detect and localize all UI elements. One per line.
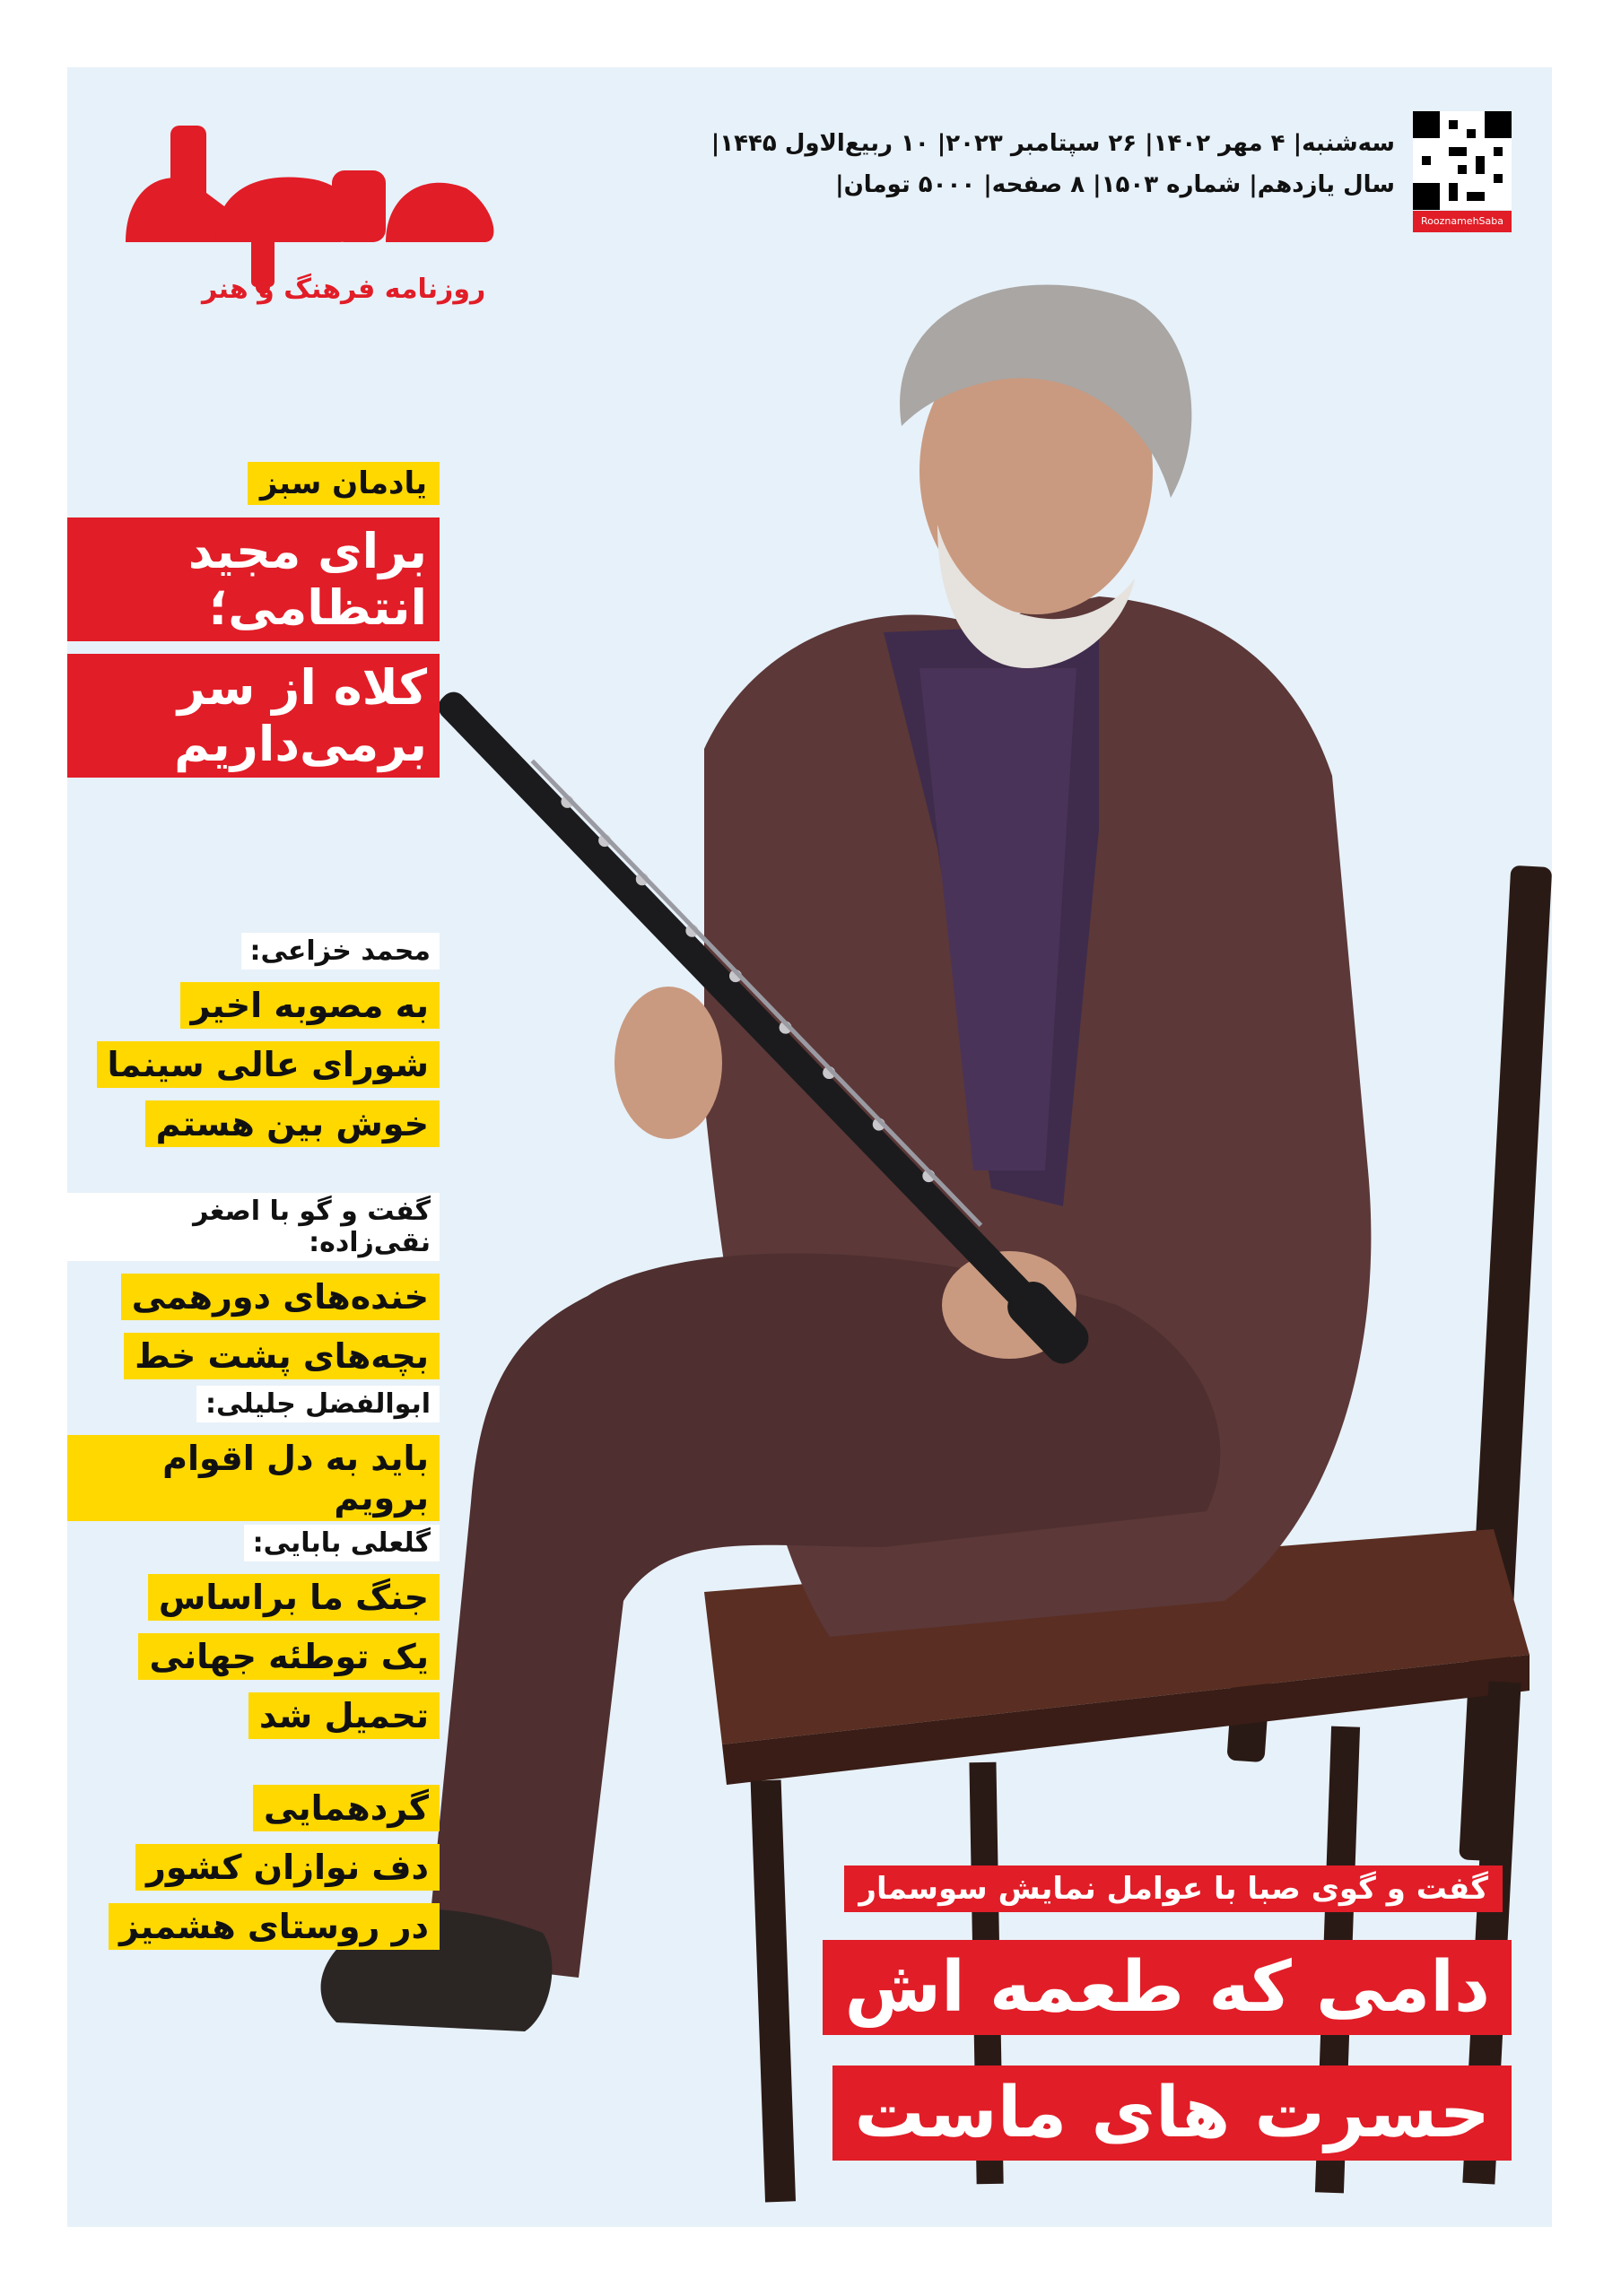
story-headline-line: خنده‌های دورهمی	[121, 1274, 440, 1320]
story-headline-line: بچه‌های پشت خط	[124, 1333, 440, 1379]
story-kicker: محمد خزاعی:	[241, 933, 440, 970]
newspaper-front-page	[67, 67, 1552, 2227]
issue-line: سال یازدهم| شماره ۱۵۰۳| ۸ صفحه| ۵۰۰۰ تومان|	[835, 171, 1395, 198]
lead-story-headline-1: برای مجید انتظامی؛	[67, 517, 440, 641]
story-jalili[interactable]	[67, 1386, 440, 1521]
saba-logo	[117, 108, 511, 296]
feature-headline-1[interactable]: دامی که طعمه اش	[823, 1940, 1512, 2035]
newspaper-subtitle: روزنامه فرهنگ و هنر	[202, 274, 486, 305]
lead-story[interactable]	[67, 462, 440, 778]
story-headline-line: گردهمایی	[253, 1785, 440, 1831]
story-naghizadeh[interactable]	[67, 1193, 440, 1379]
story-headline-line: دف نوازان کشور	[135, 1844, 440, 1891]
story-kicker: گلعلی بابایی:	[244, 1525, 440, 1561]
story-khazaei[interactable]	[97, 933, 440, 1147]
story-headline-line: شورای عالی سینما	[97, 1041, 440, 1088]
story-headline-line: جنگ ما براساس	[148, 1574, 440, 1621]
qr-label: RooznamehSaba	[1413, 211, 1512, 232]
story-kicker: گفت و گو با اصغر نقی‌زاده:	[67, 1193, 440, 1261]
feature-headline-2[interactable]: حسرت های ماست	[832, 2066, 1512, 2161]
date-line: سه‌شنبه| ۴ مهر ۱۴۰۲| ۲۶ سپتامبر ۲۰۲۳| ۱۰ ربیع‌الاول ۱۴۴۵|	[710, 130, 1395, 157]
feature-kicker[interactable]: گفت و گوی صبا با عوامل نمایش سوسمار	[844, 1866, 1503, 1912]
story-babaei[interactable]	[138, 1525, 440, 1739]
lead-story-headline-2: کلاه از سر برمی‌داریم	[67, 654, 440, 778]
story-headline-line: باید به دل اقوام برویم	[67, 1435, 440, 1521]
story-headline-line: خوش بین هستم	[145, 1100, 440, 1147]
story-daf-gathering[interactable]	[109, 1785, 440, 1950]
story-headline-line: یک توطئه جهانی	[138, 1633, 440, 1680]
qr-code-icon[interactable]	[1413, 108, 1512, 213]
story-headline-line: به مصوبه اخیر	[180, 982, 440, 1029]
dateline	[711, 123, 1395, 205]
lead-story-kicker: یادمان سبز	[248, 462, 440, 505]
story-headline-line: در روستای هشمیز	[109, 1903, 440, 1950]
story-kicker: ابوالفضل جلیلی:	[196, 1386, 440, 1422]
story-headline-line: تحمیل شد	[248, 1692, 440, 1739]
